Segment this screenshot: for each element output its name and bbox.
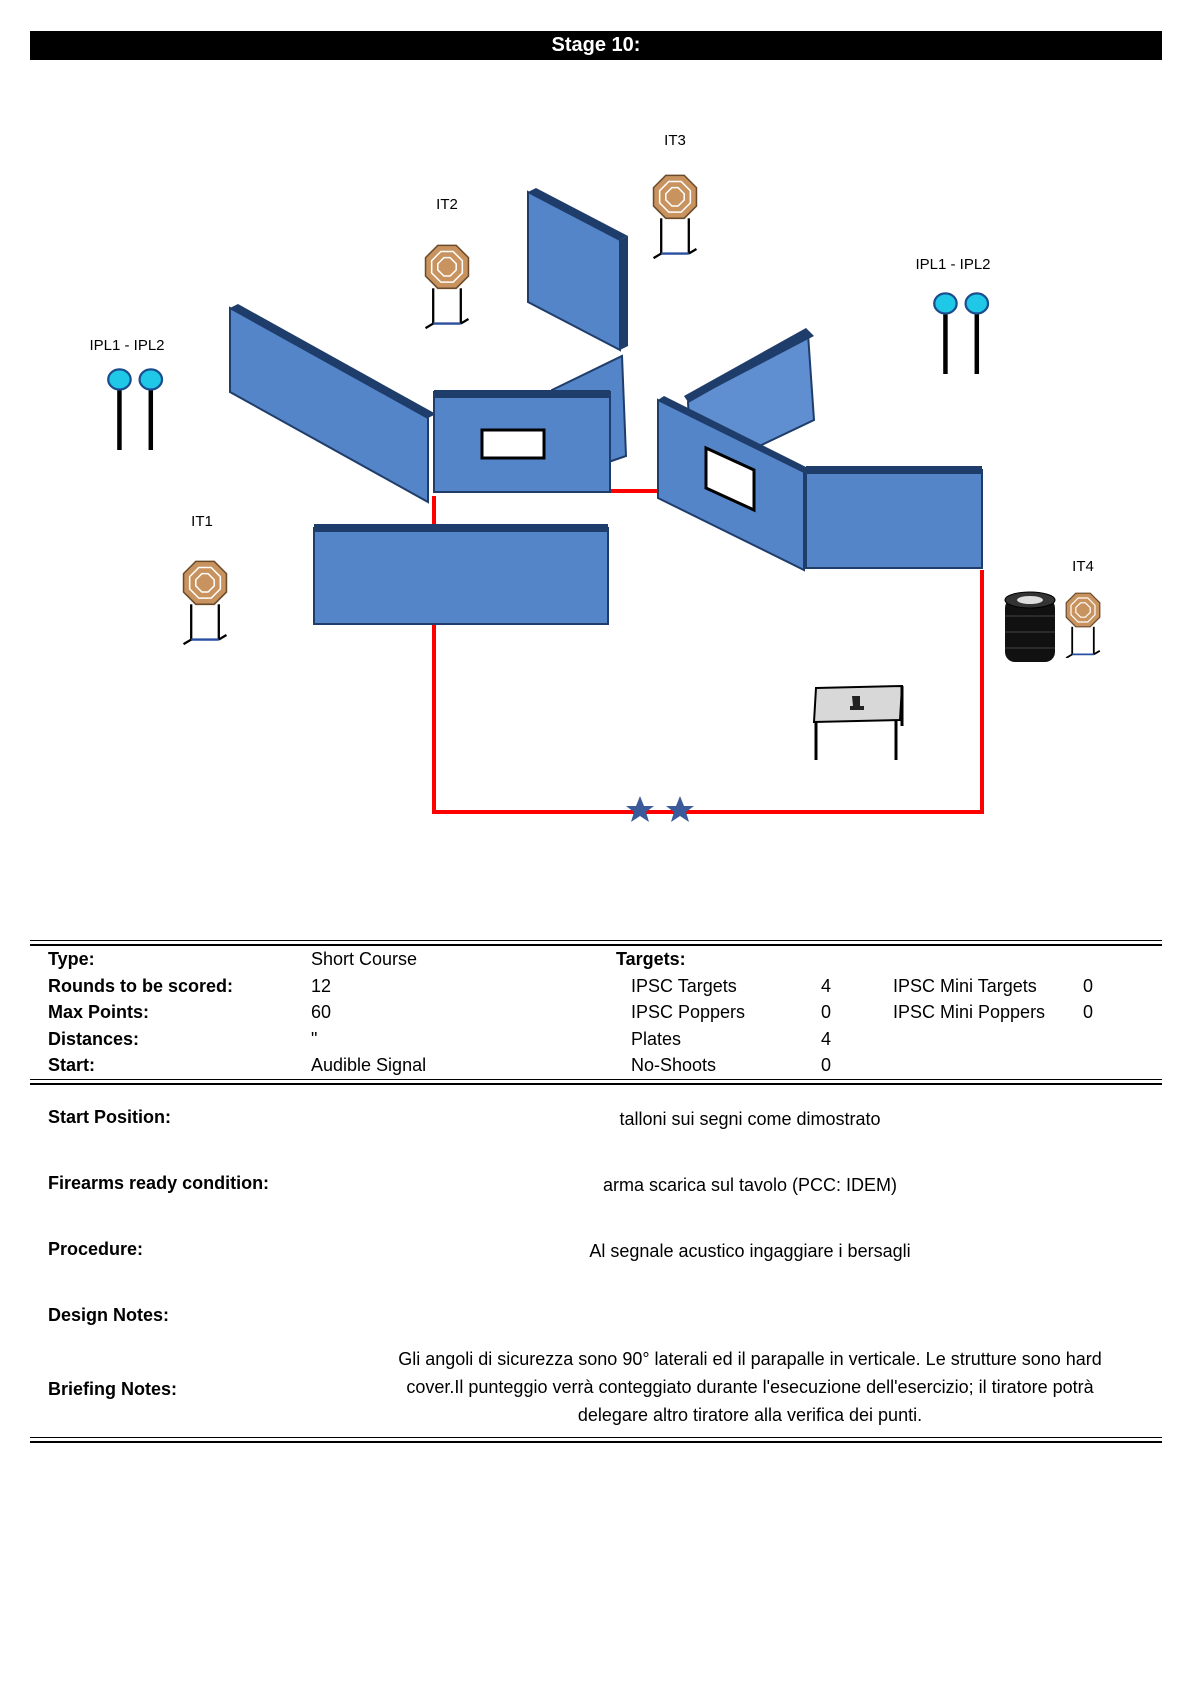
firearms-label: Firearms ready condition: [48,1172,270,1193]
briefing-line: Gli angoli di sicurezza sono 90° laterali ed il parapalle in verticale. Le strutture sono hard [398,1348,1102,1369]
firearms-section [30,1151,1162,1217]
rounds-value: 12 [311,975,332,996]
type-label: Type: [48,949,95,969]
start-position-value: talloni sui segni come dimostrato [619,1108,881,1129]
targets-label: Targets: [616,949,686,969]
start-value: Audible Signal [311,1055,427,1075]
design-notes-section [30,1283,1162,1333]
plates-value: 4 [821,1028,832,1049]
ipsc-poppers-value: 0 [821,1002,832,1022]
design-notes-label: Design Notes: [48,1304,170,1325]
info-row-type [30,946,1162,973]
info-row-rounds [30,973,1162,1000]
start-label: Start: [48,1055,96,1075]
ipsc-target-it3 [654,175,697,258]
briefing-notes-label: Briefing Notes: [48,1378,178,1399]
briefing-line: delegare altro tiratore alla verifica dei punti. [577,1404,923,1425]
label-it4: IT4 [1072,558,1094,575]
mini-poppers-value: 0 [1083,1002,1094,1022]
ipsc-targets-label: IPSC Targets [631,975,737,996]
ipsc-target-it2 [426,245,469,328]
plates-right [934,293,988,374]
procedure-section [30,1217,1162,1283]
info-row-distances [30,1026,1162,1053]
table [814,686,902,760]
wall-left-diagonal [230,304,436,502]
wall-left-window [434,390,610,492]
label-plates-right: IPL1 - IPL2 [915,256,991,273]
procedure-label: Procedure: [48,1238,144,1259]
plates-left [108,369,162,450]
tire-stack [1005,592,1055,662]
wall-center-back [528,188,628,350]
firearms-value: arma scarica sul tavolo (PCC: IDEM) [602,1174,898,1195]
info-row-max-points [30,999,1162,1026]
type-value: Short Course [311,949,418,969]
mini-targets-value: 0 [1083,975,1094,996]
distances-value: " [311,1028,318,1049]
rounds-label: Rounds to be scored: [48,975,234,996]
stage-info [30,940,1162,1443]
ipsc-poppers-label: IPSC Poppers [631,1002,746,1022]
label-it2: IT2 [436,196,458,213]
label-it3: IT3 [664,132,686,149]
start-position-stars [626,796,694,822]
max-points-label: Max Points: [48,1002,150,1022]
start-position-section [30,1085,1162,1151]
mini-poppers-label: IPSC Mini Poppers [893,1002,1046,1022]
procedure-value: Al segnale acustico ingaggiare i bersagli [589,1240,911,1261]
divider [30,1437,1162,1443]
max-points-value: 60 [311,1002,332,1022]
no-shoots-value: 0 [821,1055,832,1075]
info-row-start [30,1052,1162,1079]
briefing-notes-value [340,1345,1160,1429]
label-plates-left: IPL1 - IPL2 [89,337,165,354]
wall-left-front [314,524,608,624]
wall-right-front [806,466,982,568]
start-position-label: Start Position: [48,1106,172,1127]
ipsc-target-it1 [184,561,227,644]
label-it1: IT1 [191,513,213,530]
briefing-notes-section [30,1333,1162,1437]
mini-targets-label: IPSC Mini Targets [893,975,1037,996]
briefing-line: cover.Il punteggio verrà conteggiato durante l'esecuzione dell'esercizio; il tiratore potrà [406,1376,1094,1397]
ipsc-target-it4 [1066,593,1100,658]
no-shoots-label: No-Shoots [631,1055,717,1075]
plates-label: Plates [631,1028,682,1049]
ipsc-targets-value: 4 [821,975,832,996]
stage-title: Stage 10: [30,31,1162,60]
distances-label: Distances: [48,1028,140,1049]
